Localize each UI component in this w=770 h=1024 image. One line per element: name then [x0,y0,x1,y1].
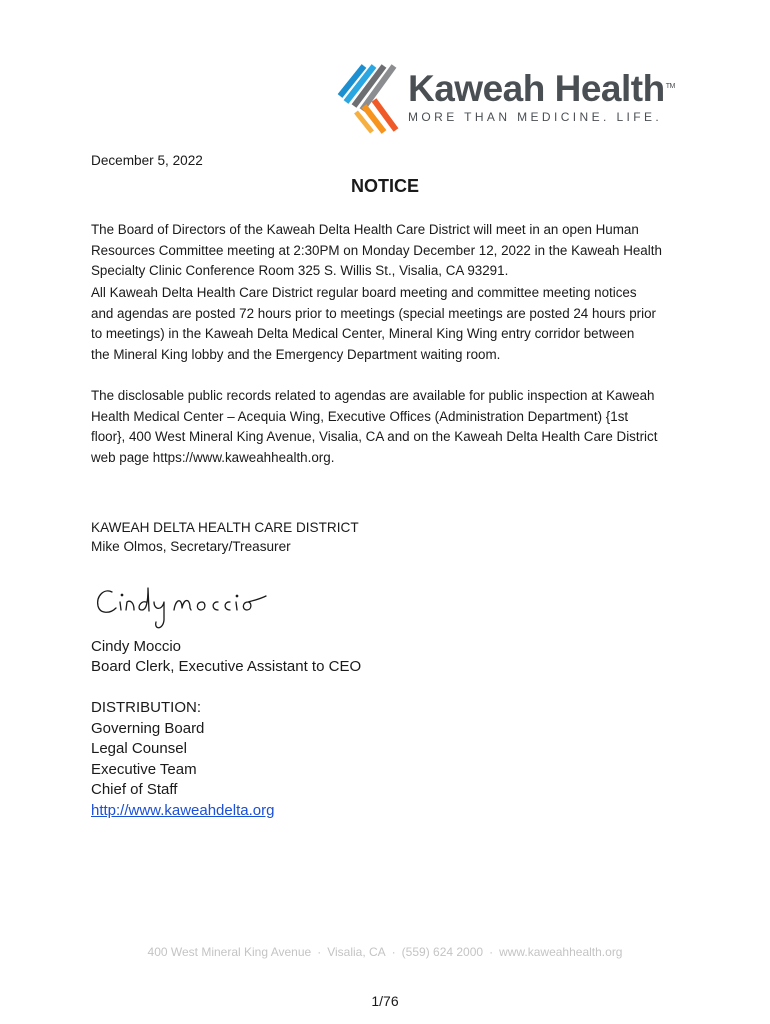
district-name: KAWEAH DELTA HEALTH CARE DISTRICT [91,520,359,535]
handwritten-signature [94,580,274,635]
footer-city: Visalia, CA [327,945,386,959]
paragraph-line: The Board of Directors of the Kaweah Delta Health Care District will meet in an open Human [91,222,639,237]
distribution-item: Legal Counsel [91,740,187,757]
clerk-title: Board Clerk, Executive Assistant to CEO [91,658,362,675]
letter-date: December 5, 2022 [91,153,203,168]
footer-website: www.kaweahhealth.org [499,945,623,959]
kaweah-health-logo [334,62,674,134]
meeting-paragraph [91,220,691,282]
footer-phone: (559) 624 2000 [401,945,484,959]
distribution-item: Chief of Staff [91,781,178,798]
distribution-item: Executive Team [91,760,197,778]
paragraph-line: the Mineral King lobby and the Emergency Department waiting room. [91,346,501,362]
distribution-heading: DISTRIBUTION: [91,699,202,716]
paragraph-line: All Kaweah Delta Health Care District regular board meeting and committee meeting notices [91,285,637,300]
secretary-line: Mike Olmos, Secretary/Treasurer [91,539,291,554]
kaweah-logo-mark-icon [334,62,402,134]
clerk-name: Cindy Moccio [91,638,182,655]
public-records-paragraph [91,386,691,468]
footer-separator: · [317,945,322,959]
paragraph-line: web page https://www.kaweahhealth.org. [91,449,335,465]
distribution-list [91,698,274,821]
page-footer [0,945,770,959]
paragraph-line: The disclosable public records related to agendas are available for public inspection at Kaweah [91,388,655,403]
kaweahdelta-link[interactable]: http://www.kaweahdelta.org [91,801,275,819]
notice-heading: NOTICE [350,176,419,196]
paragraph-line: floor}, 400 West Mineral King Avenue, Visalia, CA and on the Kaweah Delta Health Care District [91,429,658,445]
footer-separator: · [391,945,396,959]
logo-tagline: MORE THAN MEDICINE. LIFE. [408,110,663,124]
posting-paragraph [91,283,691,365]
footer-address: 400 West Mineral King Avenue [147,945,312,959]
paragraph-line: Health Medical Center – Acequia Wing, Executive Offices (Administration Department) {1st [91,408,629,424]
paragraph-line: Specialty Clinic Conference Room 325 S. Willis St., Visalia, CA 93291. [91,263,509,279]
footer-separator: · [489,945,494,959]
logo-wordmark: Kaweah Health™ [408,68,675,109]
distribution-item: Governing Board [91,719,205,737]
paragraph-line: and agendas are posted 72 hours prior to meetings (special meetings are posted 24 hours prior [91,305,656,321]
paragraph-line: to meetings) in the Kaweah Delta Medical Center, Mineral King Wing entry corridor between [91,326,635,342]
page-number: 1/76 [371,993,399,1009]
paragraph-line: Resources Committee meeting at 2:30PM on Monday December 12, 2022 in the Kaweah Health [91,242,662,258]
